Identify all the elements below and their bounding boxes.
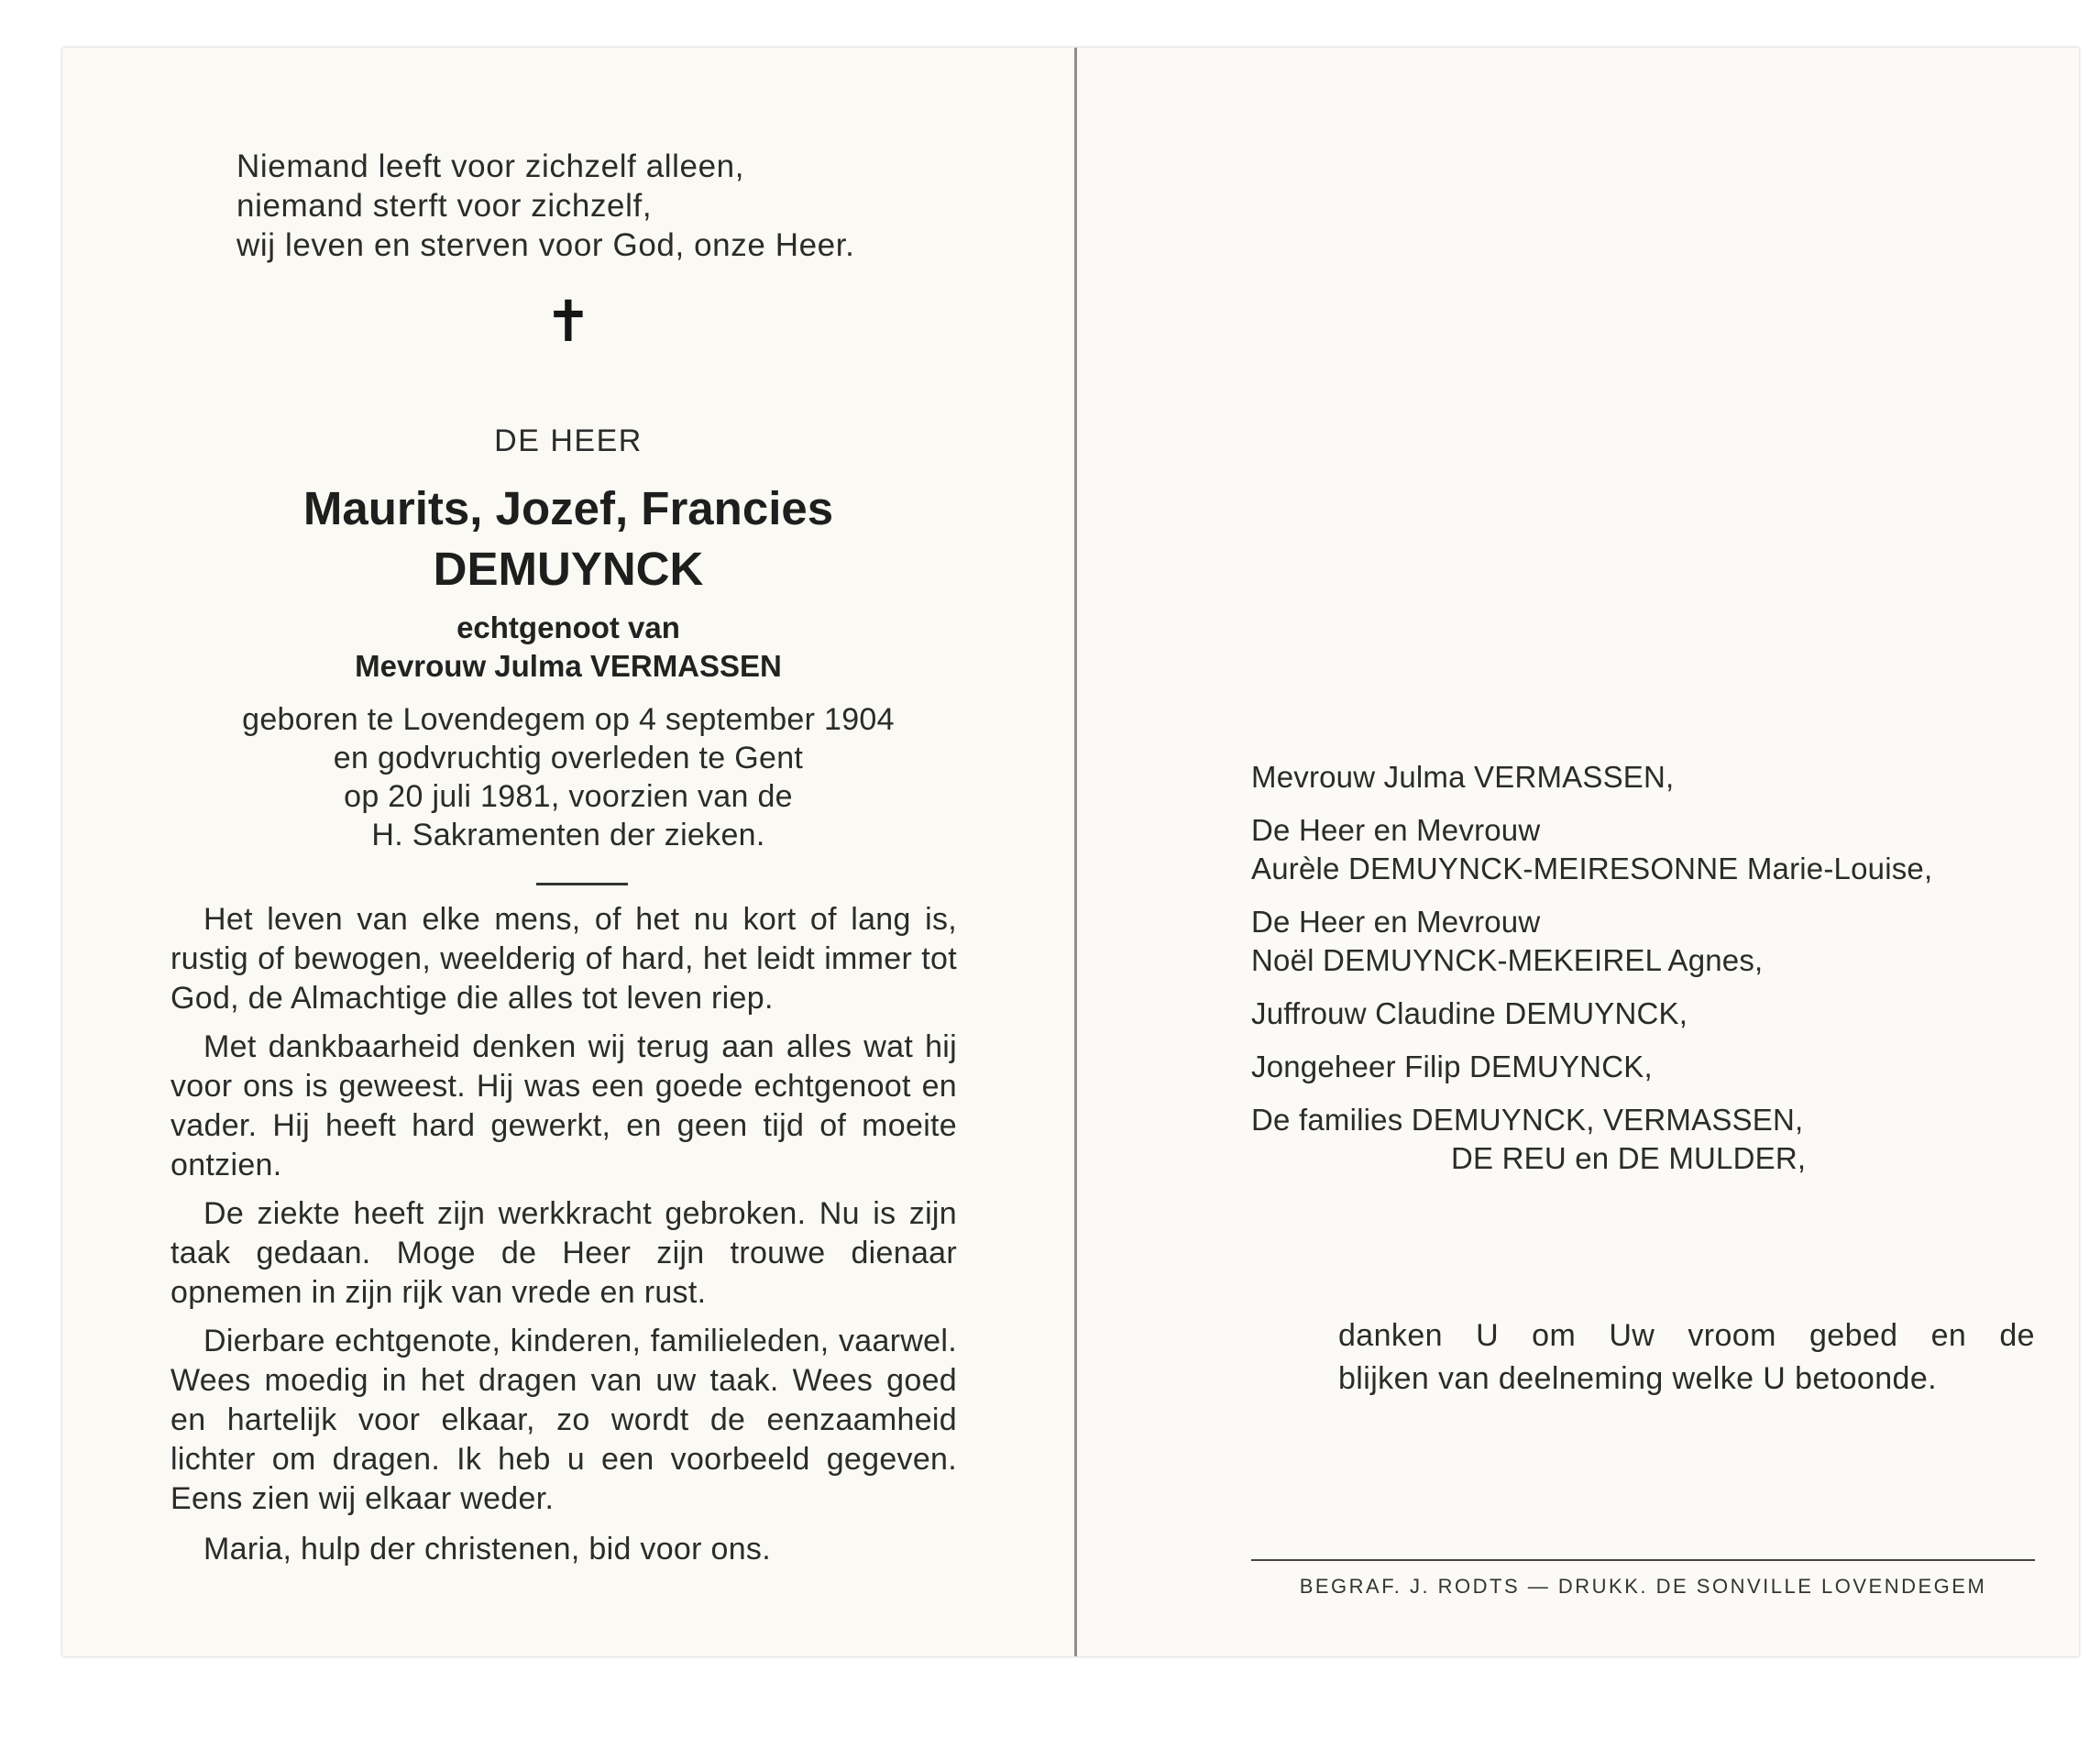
memorial-paragraph: De ziekte heeft zijn werkkracht gebroken. Nu is zijn taak gedaan. Moge de Heer zijn trouwe dienaar opnemen in zijn rijk van vrede en rust. — [170, 1196, 957, 1310]
left-panel — [62, 48, 1077, 1656]
life-dates-line: en godvruchtig overleden te Gent — [333, 741, 804, 775]
spouse-relation: echtgenoot van — [456, 610, 680, 644]
memorial-paragraph: Met dankbaarheid denken wij terug aan alles wat hij voor ons is geweest. Hij was een goede echtgenoot en vader. Hij heeft hard gewerkt, en geen tijd of moeite ontzien. — [170, 1029, 957, 1182]
family-line: Mevrouw Julma VERMASSEN, — [1251, 760, 1675, 794]
thanks-line: blijken van deelneming welke U betoonde. — [1338, 1361, 1937, 1396]
family-line: De Heer en Mevrouw — [1251, 905, 1541, 939]
family-line: De families DEMUYNCK, VERMASSEN, — [1251, 1103, 1804, 1137]
family-line: Jongeheer Filip DEMUYNCK, — [1251, 1050, 1653, 1083]
family-line: Noël DEMUYNCK-MEKEIREL Agnes, — [1251, 943, 1764, 977]
epigraph-line: wij leven en sterven voor God, onze Heer. — [236, 227, 855, 263]
printer-rule — [1251, 1559, 2035, 1561]
family-line: De Heer en Mevrouw — [1251, 813, 1541, 847]
family-entry — [1251, 1101, 2058, 1178]
latin-cross-icon: ✝ — [544, 288, 592, 355]
closing-prayer: Maria, hulp der christenen, bid voor ons. — [203, 1532, 771, 1567]
family-entry — [1251, 758, 2058, 797]
memorial-paragraph: Dierbare echtgenote, kinderen, familieleden, vaarwel. Wees moedig in het dragen van uw taak. Wees goed en hartelijk voor elkaar, zo wordt de eenzaamheid lichter om dragen. Ik heb u een voorbeeld gegeven. Eens zien wij elkaar weder. — [170, 1324, 957, 1516]
memorial-card — [62, 48, 2079, 1656]
epigraph-line: niemand sterft voor zichzelf, — [236, 188, 653, 224]
deceased-name — [62, 478, 1074, 599]
family-line: Juffrouw Claudine DEMUYNCK, — [1251, 996, 1688, 1030]
thanks-line: danken U om Uw vroom gebed en de — [1338, 1318, 2035, 1353]
section-divider — [536, 883, 628, 885]
life-dates-line: op 20 juli 1981, voorzien van de — [344, 779, 793, 814]
honorific-title: DE HEER — [494, 423, 643, 458]
thanks-text — [1338, 1314, 2035, 1401]
life-dates-line: geboren te Lovendegem op 4 september 1904 — [242, 702, 895, 737]
life-dates-line: H. Sakramenten der zieken. — [371, 818, 765, 852]
family-entry — [1251, 995, 2058, 1033]
family-line: DE REU en DE MULDER, — [1451, 1141, 1807, 1175]
right-panel — [1077, 48, 2079, 1656]
family-entry — [1251, 903, 2058, 980]
life-dates — [62, 700, 1074, 854]
epigraph — [236, 147, 988, 265]
family-entry — [1251, 1048, 2058, 1086]
printer-credit: BEGRAF. J. RODTS — DRUKK. DE SONVILLE LOVENDEGEM — [1299, 1575, 1987, 1598]
memorial-paragraph: Het leven van elke mens, of het nu kort of lang is, rustig of bewogen, weelderig of hard, het leidt immer tot God, de Almachtige die alles tot leven riep. — [170, 902, 957, 1016]
spouse-name: Mevrouw Julma VERMASSEN — [355, 649, 782, 683]
family-line: Aurèle DEMUYNCK-MEIRESONNE Marie-Louise, — [1251, 852, 1933, 885]
family-entry — [1251, 811, 2058, 888]
surname: DEMUYNCK — [433, 543, 704, 595]
epigraph-line: Niemand leeft voor zichzelf alleen, — [236, 148, 745, 184]
family-list — [1251, 758, 2058, 1193]
spouse-info — [62, 609, 1074, 686]
given-names: Maurits, Jozef, Francies — [302, 482, 834, 534]
memorial-text — [170, 900, 957, 1578]
